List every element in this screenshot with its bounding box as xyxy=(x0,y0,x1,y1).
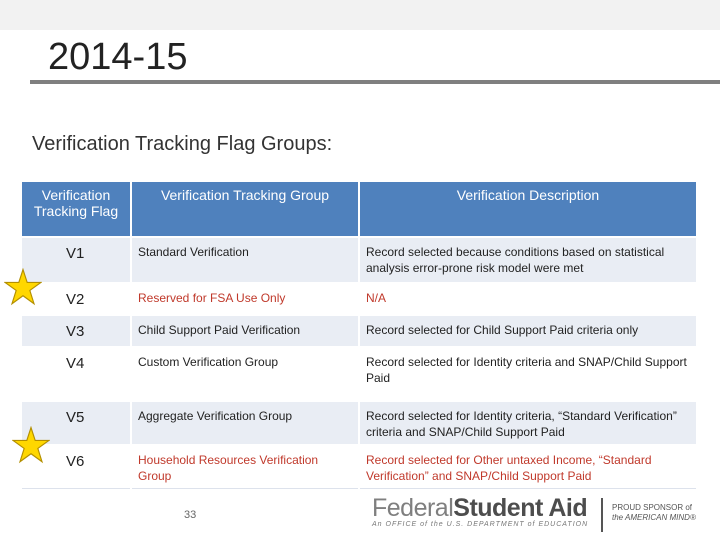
table-row xyxy=(21,283,697,315)
row-group: Aggregate Verification Group xyxy=(131,401,359,445)
fsa-logo xyxy=(372,494,588,528)
logo-student-aid: Student Aid xyxy=(453,494,588,522)
row-group: Household Resources Verification Group xyxy=(131,445,359,489)
title-rule xyxy=(30,80,720,84)
row-description: Record selected for Child Support Paid criteria only xyxy=(359,315,697,347)
row-flag: V6 xyxy=(21,445,131,489)
sponsor-text xyxy=(612,503,696,523)
table-row xyxy=(21,347,697,401)
row-group: Child Support Paid Verification xyxy=(131,315,359,347)
row-group: Reserved for FSA Use Only xyxy=(131,283,359,315)
slide-subtitle: Verification Tracking Flag Groups: xyxy=(32,133,333,155)
table-header-row xyxy=(21,181,697,237)
row-description: Record selected for Identity criteria, “Standard Verification” criteria and SNAP/Child Support Paid xyxy=(359,401,697,445)
page-number: 33 xyxy=(184,509,197,521)
header-flag: Verification Tracking Flag xyxy=(21,181,131,237)
top-band xyxy=(0,0,720,30)
row-description: N/A xyxy=(359,283,697,315)
table-row xyxy=(21,401,697,445)
sponsor-line-2: the AMERICAN MIND® xyxy=(612,513,696,522)
logo-federal: Federal xyxy=(372,494,454,522)
row-flag: V5 xyxy=(21,401,131,445)
header-group: Verification Tracking Group xyxy=(131,181,359,237)
row-flag: V1 xyxy=(21,237,131,283)
verification-table xyxy=(20,180,698,489)
row-description: Record selected for Other untaxed Income, “Standard Verification” and SNAP/Child Support Paid xyxy=(359,445,697,489)
row-flag: V2 xyxy=(21,283,131,315)
sponsor-line-1: PROUD SPONSOR of xyxy=(612,503,693,512)
table-row xyxy=(21,445,697,489)
row-flag: V3 xyxy=(21,315,131,347)
row-description: Record selected because conditions based on statistical analysis error-prone risk model were met xyxy=(359,237,697,283)
star-icon xyxy=(4,268,42,306)
star-icon xyxy=(12,426,50,464)
table-row xyxy=(21,237,697,283)
row-flag: V4 xyxy=(21,347,131,401)
row-group: Custom Verification Group xyxy=(131,347,359,401)
logo-divider xyxy=(601,498,603,532)
row-description: Record selected for Identity criteria and SNAP/Child Support Paid xyxy=(359,347,697,401)
header-description: Verification Description xyxy=(359,181,697,237)
slide-title: 2014-15 xyxy=(48,36,188,78)
row-group: Standard Verification xyxy=(131,237,359,283)
table-row xyxy=(21,315,697,347)
logo-subtitle: An OFFICE of the U.S. DEPARTMENT of EDUCATION xyxy=(372,521,589,528)
